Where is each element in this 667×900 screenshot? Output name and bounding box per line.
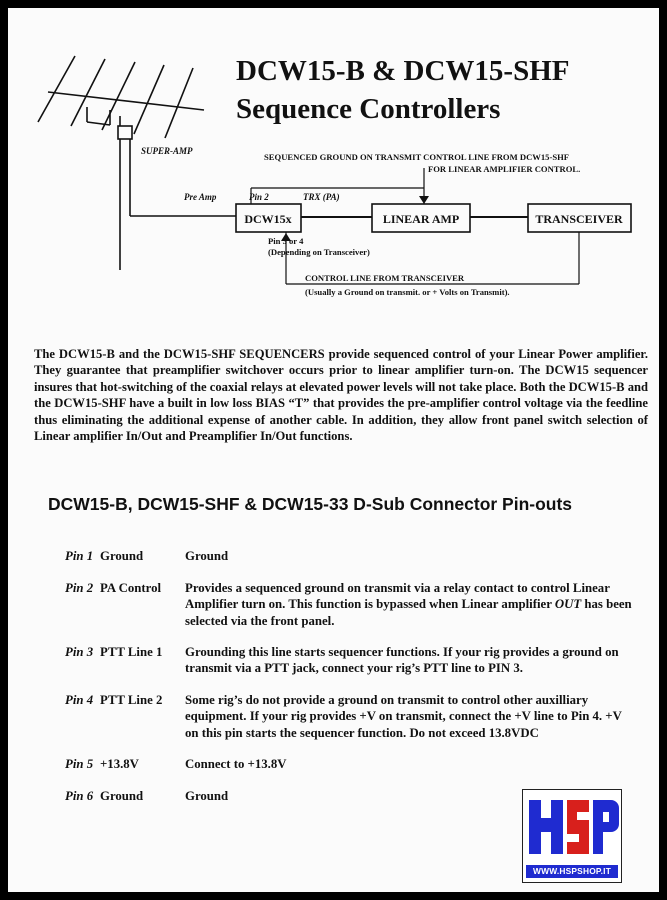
- yagi-antenna-icon: [38, 56, 236, 270]
- title-line-2: Sequence Controllers: [236, 93, 501, 125]
- sequenced-ground-text-1: SEQUENCED GROUND ON TRANSMIT CONTROL LINE FROM DCW15-SHF: [264, 152, 570, 162]
- pin2-label: Pin 2: [249, 192, 269, 202]
- pin-number: Pin 3: [65, 645, 94, 659]
- pin34-label: Pin 3 or 4: [268, 236, 304, 246]
- pin-number: Pin 5: [65, 757, 94, 771]
- pin-name: Ground: [100, 549, 144, 563]
- pin-description: [185, 580, 635, 629]
- pin-name: Ground: [100, 789, 144, 803]
- trx-pa-label: TRX (PA): [303, 192, 340, 202]
- arrow-down-icon: [419, 196, 429, 204]
- pin-name: +13.8V: [100, 757, 139, 771]
- intro-paragraph: The DCW15-B and the DCW15-SHF SEQUENCERS provide sequenced control of your Linear Power amplifier. They guarantee that preamplifier switchover occurs prior to linear amplifier turn-on. The DCW15 sequencer insures that hot-switching of the coaxial relays at elevated power levels will not take place. Both the DCW15-B and the DCW15-SHF have a built in low loss BIAS “T” that provides the pre-amplifier control voltage via the feedline thus eliminating the additional expense of another cable. In addition, they allow front panel switch selection of Linear amplifier In/Out and Preamplifier In/Out functions.: [34, 347, 648, 444]
- pin-number: Pin 1: [65, 549, 94, 563]
- dcw15x-label: DCW15x: [244, 212, 292, 226]
- pin-description-emphasis: OUT: [554, 597, 582, 612]
- pin-description-part: has been selected via the front panel.: [185, 597, 632, 628]
- pinout-heading: DCW15-B, DCW15-SHF & DCW15-33 D-Sub Connector Pin-outs: [48, 494, 573, 514]
- hsp-logo-icon: [523, 790, 621, 866]
- depending-label: (Depending on Transceiver): [268, 247, 370, 257]
- transceiver-label: TRANSCEIVER: [535, 212, 623, 226]
- document-title: [236, 52, 570, 128]
- pin-description: Connect to +13.8V: [185, 757, 287, 771]
- title-line-1: DCW15-B & DCW15-SHF: [236, 55, 570, 87]
- pre-amp-label: Pre Amp: [184, 192, 217, 202]
- pin-name: PA Control: [100, 581, 162, 595]
- control-line-label: CONTROL LINE FROM TRANSCEIVER: [305, 273, 465, 283]
- document-page: [8, 8, 659, 892]
- pin-description-part: Provides a sequenced ground on transmit via a relay contact to control Linear Amplifier turn on. This function is bypassed when Linear amplifier: [185, 581, 610, 612]
- linear-amp-label: LINEAR AMP: [382, 212, 460, 226]
- logo-url: WWW.HSPSHOP.IT: [526, 865, 618, 878]
- control-line-note: (Usually a Ground on transmit. or + Volts on Transmit).: [305, 287, 510, 297]
- pin-name: PTT Line 2: [100, 693, 163, 707]
- pin-description: Ground: [185, 789, 229, 803]
- hsp-logo[interactable]: [522, 789, 622, 883]
- pin-number: Pin 2: [65, 581, 94, 595]
- pin-description: Ground: [185, 549, 229, 563]
- sequenced-ground-text-2: FOR LINEAR AMPLIFIER CONTROL.: [428, 164, 581, 174]
- pin-description: Some rig’s do not provide a ground on transmit to control other auxilliary equipment. If your rig provides +V on transmit, connect the +V line to Pin 4. +V on this pin starts the sequencer function. Do not exceed 13.8VDC: [185, 693, 622, 740]
- super-amp-label: SUPER-AMP: [141, 146, 193, 156]
- pin-number: Pin 4: [65, 693, 94, 707]
- pin-description: Grounding this line starts sequencer functions. If your rig provides a ground on transmit via a PTT jack, connect your rig’s PTT line to PIN 3.: [185, 645, 619, 676]
- pin-number: Pin 6: [65, 789, 94, 803]
- pin-name: PTT Line 1: [100, 645, 163, 659]
